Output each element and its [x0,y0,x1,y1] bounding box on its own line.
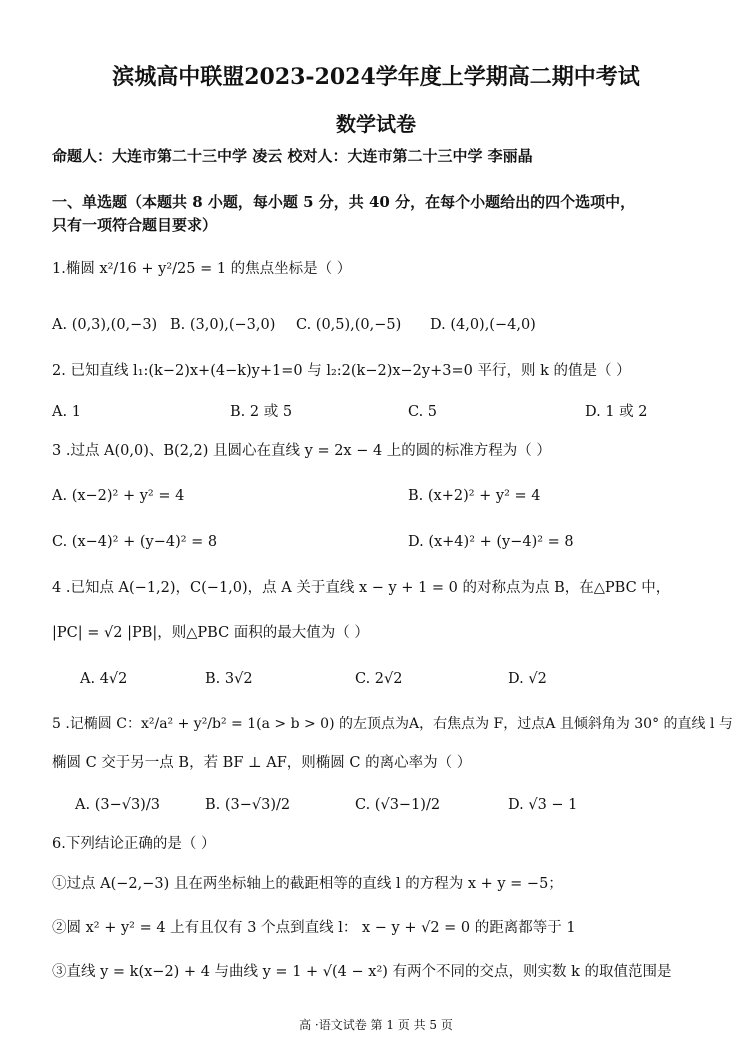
question-2-option-c: C. 5 [408,404,438,420]
exam-subtitle: 数学试卷 [336,112,416,136]
question-5-stem-line1: 5 .记椭圆 C：x²/a² + y²/b² = 1(a > b > 0) 的左顶点为A，右焦点为 F，过点A 且倾斜角为 30° 的直线 l 与 [52,716,733,732]
question-3-option-a: A. (x−2)² + y² = 4 [52,488,185,504]
question-6-statement-3: ③直线 y = k(x−2) + 4 与曲线 y = 1 + √(4 − x²) 有两个不同的交点，则实数 k 的取值范围是 [52,964,672,980]
section-heading-line1: 一、单选题（本题共 8 小题，每小题 5 分，共 40 分，在每个小题给出的四个选项中， [52,193,636,211]
question-2-option-d: D. 1 或 2 [585,404,648,420]
authors-line: 命题人：大连市第二十三中学 凌云 校对人：大连市第二十三中学 李丽晶 [52,147,533,165]
question-5-option-d: D. √3 − 1 [508,797,578,813]
question-6-statement-1: ①过点 A(−2,−3) 且在两坐标轴上的截距相等的直线 l 的方程为 x + y = −5； [52,876,563,892]
question-4-option-b: B. 3√2 [205,671,253,687]
question-5-option-b: B. (3−√3)/2 [205,797,291,813]
question-2-stem: 2. 已知直线 l₁:(k−2)x+(4−k)y+1=0 与 l₂:2(k−2)x−2y+3=0 平行，则 k 的值是（ ） [52,363,631,379]
question-3-option-c: C. (x−4)² + (y−4)² = 8 [52,534,218,550]
question-1-option-c: C. (0,5),(0,−5) [296,317,402,333]
section-heading-line2: 只有一项符合题目要求） [52,216,218,234]
question-1-option-b: B. (3,0),(−3,0) [170,317,276,333]
page-footer: 高 ·语文试卷 第 1 页 共 5 页 [299,1018,453,1032]
question-5-option-a: A. (3−√3)/3 [75,797,160,813]
question-1-option-a: A. (0,3),(0,−3) [52,317,158,333]
question-6-stem: 6.下列结论正确的是（ ） [52,836,216,852]
question-4-stem-line2: |PC| = √2 |PB|，则△PBC 面积的最大值为（ ） [52,625,369,641]
exam-title: 滨城高中联盟2023-2024学年度上学期高二期中考试 [112,64,640,90]
question-6-statement-2: ②圆 x² + y² = 4 上有且仅有 3 个点到直线 l： x − y + √2 = 0 的距离都等于 1 [52,920,576,936]
question-1-option-d: D. (4,0),(−4,0) [430,317,536,333]
question-2-option-b: B. 2 或 5 [230,404,293,420]
question-3-stem: 3 .过点 A(0,0)、B(2,2) 且圆心在直线 y = 2x − 4 上的圆的标准方程为（ ） [52,443,551,459]
question-4-stem-line1: 4 .已知点 A(−1,2)，C(−1,0)，点 A 关于直线 x − y + 1 = 0 的对称点为点 B，在△PBC 中， [52,580,671,596]
question-5-option-c: C. (√3−1)/2 [355,797,441,813]
question-4-option-c: C. 2√2 [355,671,403,687]
question-3-option-b: B. (x+2)² + y² = 4 [408,488,541,504]
question-2-option-a: A. 1 [52,404,81,420]
question-5-stem-line2: 椭圆 C 交于另一点 B，若 BF ⊥ AF，则椭圆 C 的离心率为（ ） [52,755,472,771]
question-4-option-a: A. 4√2 [80,671,128,687]
question-4-option-d: D. √2 [508,671,547,687]
question-1-stem: 1.椭圆 x²/16 + y²/25 = 1 的焦点坐标是（ ） [52,261,352,277]
question-3-option-d: D. (x+4)² + (y−4)² = 8 [408,534,574,550]
